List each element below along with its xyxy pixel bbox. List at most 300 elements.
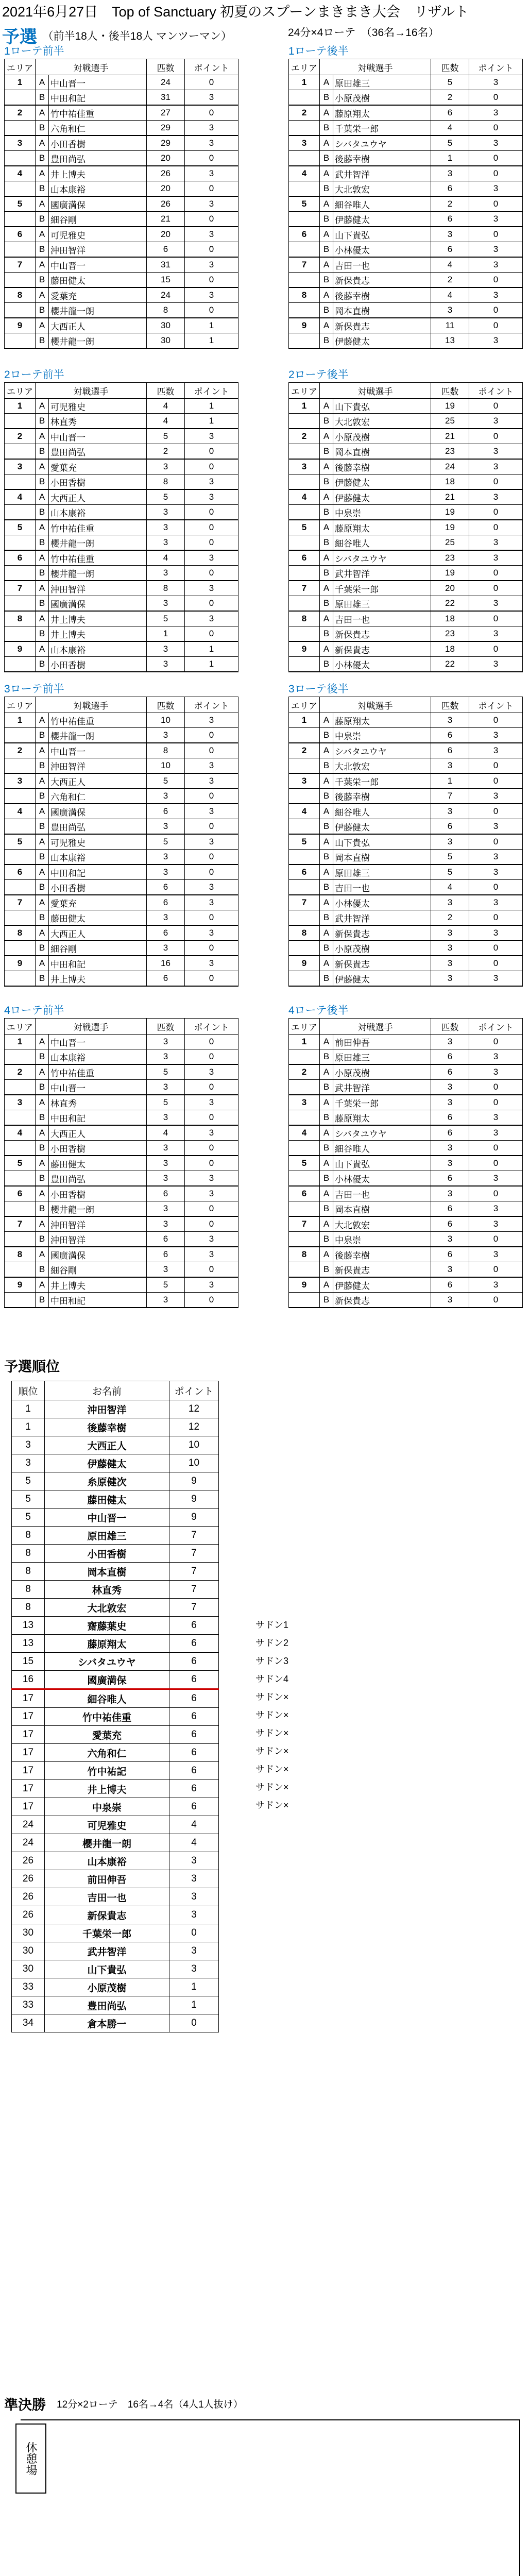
player-name: 中山晋一 [49,429,147,444]
player-name: 山下貴弘 [333,399,431,414]
heat-header-opponent: 対戦選手 [36,383,147,399]
rest-area-box: 休憩場 [15,2424,46,2494]
area-number [5,657,36,672]
match-points: 0 [185,459,238,474]
area-number: 9 [5,956,36,971]
area-number [5,1201,36,1217]
ranking-row [12,1617,219,1635]
side-marker: B [36,181,49,197]
ranking-name: 前田伸吾 [45,1870,169,1888]
match-points: 3 [469,1110,523,1126]
area-number [289,1262,320,1278]
catch-count: 3 [147,1141,185,1156]
heat-row [289,333,523,349]
side-marker: A [36,834,49,850]
ranking-row [12,1509,219,1527]
side-marker: B [36,212,49,227]
catch-count: 18 [431,611,469,626]
catch-count: 3 [147,657,185,672]
side-marker: B [36,1080,49,1095]
area-number: 1 [5,1035,36,1049]
player-name: 千葉栄一郎 [333,581,431,596]
heat-row [5,834,238,850]
heat-row [5,489,238,505]
side-marker: B [36,303,49,318]
catch-count: 11 [431,318,469,333]
ranking-header-row [12,1381,219,1400]
match-points: 0 [469,581,523,596]
match-points: 0 [185,444,238,460]
player-name: 中泉崇 [333,505,431,520]
catch-count: 2 [147,444,185,460]
heat-row [5,566,238,581]
side-marker: A [36,773,49,789]
side-marker: B [320,1080,333,1095]
side-marker: B [36,1232,49,1247]
heat-table [288,1018,523,1308]
side-marker: B [320,1262,333,1278]
match-points: 0 [469,566,523,581]
catch-count: 6 [431,105,469,121]
heat-row [289,1125,523,1141]
ranking-row [12,1581,219,1599]
heat-row [5,641,238,657]
catch-count: 6 [431,1064,469,1080]
match-points: 0 [469,1232,523,1247]
match-points: 0 [185,273,238,288]
heat-row [289,287,523,303]
catch-count: 3 [147,941,185,956]
ranking-points: 7 [169,1599,219,1617]
ranking-position: 26 [12,1888,45,1906]
match-points: 0 [469,804,523,819]
match-points: 0 [469,1186,523,1201]
match-points: 3 [185,474,238,490]
catch-count: 2 [431,273,469,288]
match-points: 3 [185,489,238,505]
area-number: 6 [5,550,36,566]
area-number: 6 [5,227,36,242]
player-name: 櫻井龍一朗 [49,728,147,743]
heat-row [289,581,523,596]
side-marker: B [36,626,49,642]
ranking-name: 齋藤葉史 [45,1617,169,1635]
ranking-position: 34 [12,2014,45,2032]
side-marker: A [320,1277,333,1293]
heat-row [289,242,523,258]
heat-label: 2ローテ前半 [4,369,64,381]
side-marker: A [320,135,333,151]
catch-count: 3 [431,895,469,910]
area-number [5,1080,36,1095]
side-marker: A [320,287,333,303]
ranking-row [12,1798,219,1816]
side-marker: A [36,196,49,212]
match-points: 3 [469,1216,523,1232]
ranking-row [12,1599,219,1617]
area-number: 1 [289,713,320,728]
heat-row [5,596,238,612]
area-number: 4 [289,166,320,181]
heat-row [5,657,238,672]
heat-row [289,444,523,460]
area-number [5,414,36,429]
ranking-name: 伊藤健太 [45,1454,169,1472]
side-marker: A [320,865,333,880]
side-marker: B [36,333,49,349]
match-points: 3 [469,242,523,258]
ranking-row [12,1527,219,1545]
ranking-points: 1 [169,1996,219,2014]
match-points: 0 [185,566,238,581]
catch-count: 31 [147,257,185,273]
catch-count: 5 [147,834,185,850]
catch-count: 3 [431,1095,469,1110]
ranking-position: 17 [12,1762,45,1780]
heat-row [5,505,238,520]
player-name: 小田香樹 [49,474,147,490]
area-number [5,1110,36,1126]
catch-count: 3 [431,971,469,987]
area-number: 4 [289,1125,320,1141]
heat-table [288,59,523,349]
player-name: 中山晋一 [49,75,147,90]
area-number [5,941,36,956]
ranking-position: 5 [12,1509,45,1527]
area-number [5,1141,36,1156]
catch-count: 3 [147,1171,185,1187]
heat-row [289,626,523,642]
heat-row [5,333,238,349]
heat-header-points: ポイント [185,383,238,399]
catch-count: 3 [147,566,185,581]
area-number [5,1262,36,1278]
catch-count: 6 [147,1247,185,1262]
side-marker: B [320,121,333,136]
side-marker: B [36,474,49,490]
catch-count: 6 [431,1201,469,1217]
match-points: 3 [185,804,238,819]
match-points: 3 [185,196,238,212]
match-points: 3 [185,1125,238,1141]
ranking-name: シバタユウヤ [45,1653,169,1671]
match-points: 0 [185,75,238,90]
side-marker: A [36,75,49,90]
side-marker: B [36,1171,49,1187]
ranking-points: 6 [169,1762,219,1780]
heat-row [289,303,523,318]
side-marker: A [320,459,333,474]
heat-row [289,1110,523,1126]
side-marker: B [320,657,333,672]
ranking-name: 竹中祐佳重 [45,1708,169,1726]
catch-count: 8 [147,743,185,758]
ranking-points: 3 [169,1852,219,1870]
match-points: 0 [469,641,523,657]
heat-row [289,713,523,728]
side-marker: B [320,242,333,258]
heat-row [5,713,238,728]
area-number: 7 [5,581,36,596]
side-marker: B [320,1293,333,1308]
heat-row [289,257,523,273]
side-marker: B [36,535,49,551]
heat-header-count: 匹数 [147,383,185,399]
heat-row [289,789,523,804]
side-marker: A [36,459,49,474]
bracket-frame-right [519,2419,520,2576]
heat-header-area: エリア [289,697,320,713]
area-number [289,505,320,520]
heat-header-row [289,1019,523,1035]
area-number: 5 [289,1156,320,1171]
catch-count: 3 [431,713,469,728]
side-marker: A [320,318,333,333]
side-marker: A [320,1095,333,1110]
heat-row [289,834,523,850]
ranking-name: 竹中祐記 [45,1762,169,1780]
area-number [5,1232,36,1247]
side-marker: A [36,1156,49,1171]
catch-count: 3 [147,1110,185,1126]
player-name: シバタユウヤ [333,743,431,758]
match-points: 3 [185,1095,238,1110]
match-points: 0 [185,151,238,166]
heat-row [289,728,523,743]
ranking-position: 8 [12,1599,45,1617]
ranking-row [12,1563,219,1581]
heat-header-area: エリア [289,383,320,399]
area-number: 4 [5,489,36,505]
side-marker: A [36,257,49,273]
heat-row [5,1080,238,1095]
area-number [289,728,320,743]
ranking-points: 3 [169,1888,219,1906]
heat-row [289,880,523,895]
area-number: 9 [5,318,36,333]
match-points: 0 [469,1095,523,1110]
ranking-row [12,1454,219,1472]
heat-row [289,489,523,505]
heat-row [289,566,523,581]
side-marker: A [320,581,333,596]
catch-count: 20 [431,581,469,596]
heat-header-area: エリア [5,383,36,399]
catch-count: 3 [431,303,469,318]
player-name: 大西正人 [49,773,147,789]
match-points: 3 [185,758,238,774]
side-marker: A [36,227,49,242]
heat-row [5,212,238,227]
ranking-name: 山本康裕 [45,1852,169,1870]
area-number [289,1141,320,1156]
match-points: 0 [185,1035,238,1049]
match-points: 0 [469,611,523,626]
area-number [5,151,36,166]
heat-row [5,1247,238,1262]
player-name: 井上博夫 [49,626,147,642]
area-number [289,242,320,258]
side-marker: A [320,1035,333,1049]
heat-row [289,1216,523,1232]
area-number [289,941,320,956]
catch-count: 25 [431,535,469,551]
catch-count: 3 [431,1186,469,1201]
player-name: 後藤幸樹 [333,789,431,804]
catch-count: 6 [147,1186,185,1201]
heat-row [289,273,523,288]
semifinal-rule: 12分×2ローテ 16名→4名（4人1人抜け） [57,2399,243,2410]
ranking-points: 3 [169,1942,219,1960]
side-marker: B [36,1262,49,1278]
heat-row [289,166,523,181]
heat-label: 2ローテ後半 [288,369,349,381]
heat-label: 4ローテ前半 [4,1005,64,1016]
player-name: 沖田智洋 [49,1232,147,1247]
match-points: 0 [185,505,238,520]
catch-count: 6 [431,1247,469,1262]
match-points: 0 [469,505,523,520]
player-name: 伊藤健太 [333,212,431,227]
preliminary-title: 予選 [2,27,37,47]
player-name: 國廣満保 [49,1247,147,1262]
match-points: 0 [469,1262,523,1278]
match-points: 0 [469,910,523,926]
catch-count: 6 [431,181,469,197]
catch-count: 3 [147,1293,185,1308]
heat-row [289,1232,523,1247]
catch-count: 27 [147,105,185,121]
match-points: 0 [469,151,523,166]
heat-row [289,151,523,166]
ranking-points: 0 [169,1924,219,1942]
catch-count: 20 [147,181,185,197]
catch-count: 6 [431,212,469,227]
ranking-row [12,1653,219,1671]
area-number [5,596,36,612]
area-number [5,121,36,136]
heat-row [289,1064,523,1080]
player-name: 小原茂樹 [333,90,431,106]
player-name: 伊藤健太 [333,1277,431,1293]
match-points: 3 [185,121,238,136]
match-points: 0 [469,429,523,444]
player-name: 小原茂樹 [333,429,431,444]
player-name: 山下貴弘 [333,1156,431,1171]
side-marker: B [320,1141,333,1156]
area-number [5,819,36,835]
side-marker: B [320,596,333,612]
side-marker: B [320,1232,333,1247]
player-name: 千葉栄一郎 [333,773,431,789]
side-marker: A [36,1277,49,1293]
side-marker: A [36,166,49,181]
ranking-name: 櫻井龍一朗 [45,1834,169,1852]
catch-count: 2 [431,910,469,926]
catch-count: 10 [147,758,185,774]
catch-count: 6 [431,1277,469,1293]
match-points: 3 [469,626,523,642]
side-marker: B [320,535,333,551]
player-name: 豊田尚弘 [49,444,147,460]
ranking-name: 武井智洋 [45,1942,169,1960]
match-points: 0 [469,273,523,288]
area-number: 6 [5,865,36,880]
catch-count: 1 [147,626,185,642]
heat-row [289,865,523,880]
area-number [289,181,320,197]
catch-count: 3 [147,789,185,804]
heat-row [5,819,238,835]
area-number [289,850,320,865]
match-points: 0 [469,758,523,774]
area-number: 8 [289,611,320,626]
catch-count: 2 [431,90,469,106]
player-name: 國廣満保 [49,804,147,819]
catch-count: 5 [431,135,469,151]
side-marker: A [36,865,49,880]
catch-count: 3 [147,641,185,657]
area-number: 5 [5,520,36,535]
bracket-frame-top [21,2419,520,2420]
match-points: 3 [185,287,238,303]
side-marker: A [36,135,49,151]
player-name: 山本康裕 [49,1049,147,1065]
player-name: 可児雅史 [49,399,147,414]
match-points: 0 [469,399,523,414]
heat-row [5,474,238,490]
area-number [289,758,320,774]
heat-header-opponent: 対戦選手 [36,1019,147,1035]
area-number: 5 [5,196,36,212]
catch-count: 3 [431,166,469,181]
ranking-row [12,1635,219,1653]
heat-row [5,1049,238,1065]
heat-row [289,773,523,789]
area-number: 4 [5,804,36,819]
side-marker: B [320,728,333,743]
catch-count: 3 [147,520,185,535]
player-name: 櫻井龍一朗 [49,566,147,581]
side-marker: A [36,713,49,728]
match-points: 3 [469,1247,523,1262]
sudden-death-note: サドン2 [255,1638,289,1648]
catch-count: 19 [431,399,469,414]
player-name: 竹中祐佳重 [49,520,147,535]
ranking-name: 糸原健次 [45,1472,169,1490]
catch-count: 4 [431,287,469,303]
ranking-points: 6 [169,1726,219,1744]
area-number: 3 [5,1095,36,1110]
ranking-position: 26 [12,1870,45,1888]
match-points: 3 [469,1125,523,1141]
area-number [289,819,320,835]
side-marker: B [320,181,333,197]
ranking-position: 13 [12,1617,45,1635]
ranking-row [12,1924,219,1942]
match-points: 3 [469,1201,523,1217]
match-points: 0 [185,626,238,642]
side-marker: A [320,713,333,728]
player-name: 可児雅史 [49,227,147,242]
player-name: 藤原翔太 [333,520,431,535]
side-marker: A [36,1247,49,1262]
ranking-points: 6 [169,1617,219,1635]
ranking-row [12,1852,219,1870]
area-number [289,880,320,895]
area-number: 2 [5,429,36,444]
catch-count: 29 [147,135,185,151]
